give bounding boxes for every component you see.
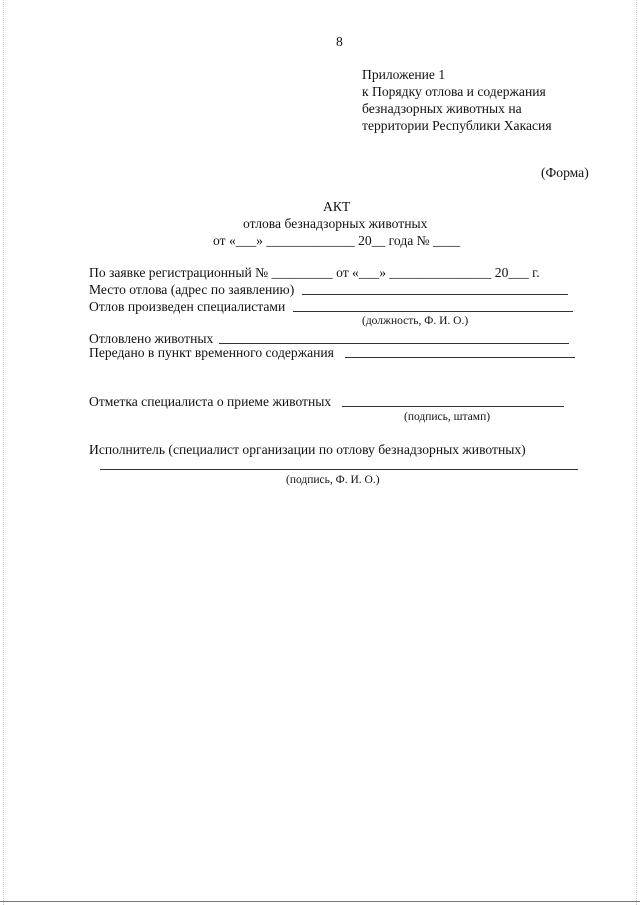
caught-blank — [219, 343, 569, 344]
act-subtitle: отлова безнадзорных животных — [243, 216, 428, 231]
acceptance-caption: (подпись, штамп) — [404, 411, 491, 423]
acceptance-blank — [342, 406, 564, 407]
appendix-line-3: безнадзорных животных на — [362, 101, 522, 116]
specialists-caption: (должность, Ф. И. О.) — [362, 315, 469, 327]
appendix-line-1: Приложение 1 — [362, 67, 446, 82]
page-number: 8 — [336, 34, 343, 49]
transferred-blank — [345, 357, 575, 358]
left-page-edge — [3, 0, 4, 905]
specialists-label: Отлов произведен специалистами — [89, 299, 286, 314]
bottom-page-edge — [0, 901, 640, 902]
location-label: Место отлова (адрес по заявлению) — [89, 282, 295, 297]
specialists-blank — [293, 311, 573, 312]
executor-blank — [100, 469, 578, 470]
location-blank — [302, 294, 568, 295]
request-line: По заявке регистрационный № _________ от «___» _______________ 20___ г. — [89, 265, 540, 280]
right-page-edge — [636, 0, 637, 905]
act-title: АКТ — [323, 199, 351, 214]
appendix-line-2: к Порядку отлова и содержания — [362, 84, 546, 99]
acceptance-label: Отметка специалиста о приеме животных — [89, 394, 332, 409]
appendix-line-4: территории Республики Хакасия — [362, 118, 552, 133]
form-label: (Форма) — [541, 165, 589, 180]
caught-label: Отловлено животных — [89, 331, 214, 346]
transferred-label: Передано в пункт временного содержания — [89, 345, 334, 360]
act-date-line: от «___» _____________ 20__ года № ____ — [213, 233, 461, 248]
executor-label: Исполнитель (специалист организации по отлову безнадзорных животных) — [89, 442, 526, 457]
executor-caption: (подпись, Ф. И. О.) — [286, 474, 380, 486]
